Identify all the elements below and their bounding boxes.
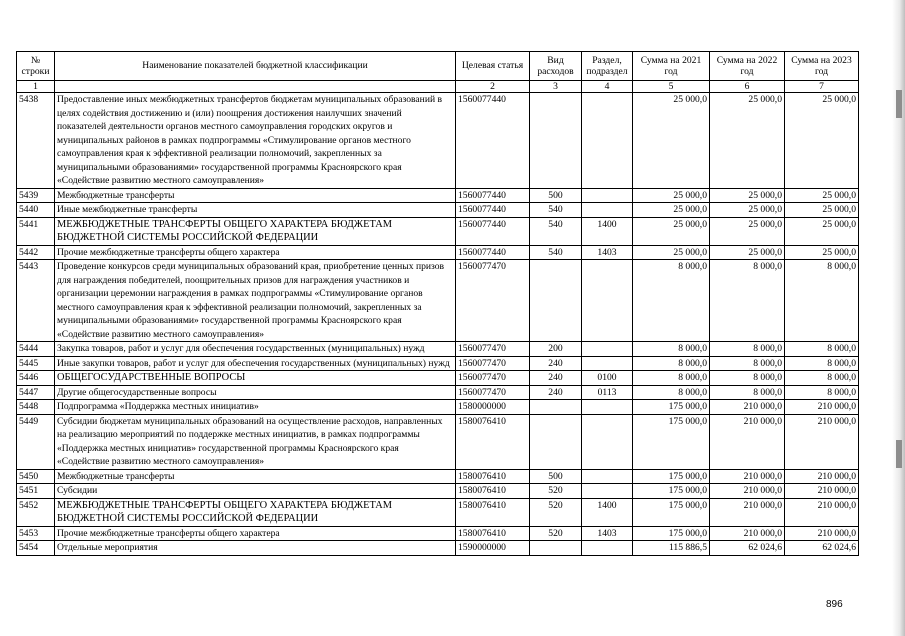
- sum-2023: 8 000,0: [785, 260, 859, 342]
- row-number: 5440: [17, 203, 55, 218]
- sum-2023: 210 000,0: [785, 414, 859, 469]
- section-code: [582, 203, 633, 218]
- section-code: [582, 188, 633, 203]
- sum-2023: 210 000,0: [785, 469, 859, 484]
- indicator-name: Прочие межбюджетные трансферты общего характера: [55, 245, 456, 260]
- header-target-article: Целевая статья: [456, 52, 530, 81]
- table-row: [17, 541, 859, 556]
- sum-2022: 8 000,0: [710, 385, 785, 400]
- sum-2023: 210 000,0: [785, 484, 859, 499]
- section-code: [582, 541, 633, 556]
- table-row: [17, 484, 859, 499]
- expense-type: 500: [530, 469, 582, 484]
- expense-type: [530, 400, 582, 415]
- sum-2022: 210 000,0: [710, 469, 785, 484]
- expense-type: 240: [530, 356, 582, 371]
- target-article: 1560077470: [456, 356, 530, 371]
- sum-2022: 25 000,0: [710, 217, 785, 245]
- table-row: [17, 469, 859, 484]
- expense-type: 200: [530, 342, 582, 357]
- sum-2022: 8 000,0: [710, 342, 785, 357]
- row-number: 5447: [17, 385, 55, 400]
- row-number: 5449: [17, 414, 55, 469]
- target-article: 1560077470: [456, 371, 530, 386]
- indicator-name: Иные закупки товаров, работ и услуг для обеспечения государственных (муниципальных) нужд: [55, 356, 456, 371]
- sum-2021: 8 000,0: [633, 385, 710, 400]
- table-row: [17, 385, 859, 400]
- sum-2022: 25 000,0: [710, 93, 785, 189]
- table-row: [17, 93, 859, 189]
- expense-type: 520: [530, 526, 582, 541]
- sum-2023: 25 000,0: [785, 245, 859, 260]
- table-row: [17, 260, 859, 342]
- indicator-name: Другие общегосударственные вопросы: [55, 385, 456, 400]
- sum-2022: 210 000,0: [710, 414, 785, 469]
- table-row: [17, 371, 859, 386]
- target-article: 1560077470: [456, 342, 530, 357]
- expense-type: [530, 541, 582, 556]
- expense-type: [530, 414, 582, 469]
- sum-2023: 25 000,0: [785, 93, 859, 189]
- section-code: [582, 400, 633, 415]
- indicator-name: Межбюджетные трансферты: [55, 469, 456, 484]
- budget-table: [16, 51, 859, 556]
- sum-2022: 8 000,0: [710, 356, 785, 371]
- sum-2021: 175 000,0: [633, 414, 710, 469]
- target-article: 1560077440: [456, 203, 530, 218]
- sum-2022: 210 000,0: [710, 526, 785, 541]
- target-article: 1560077470: [456, 385, 530, 400]
- sum-2021: 115 886,5: [633, 541, 710, 556]
- sum-2023: 8 000,0: [785, 385, 859, 400]
- row-number: 5450: [17, 469, 55, 484]
- column-number: 4: [582, 81, 633, 93]
- header-sum-2021: Сумма на 2021 год: [633, 52, 710, 81]
- scan-edge-mark: [896, 440, 902, 468]
- target-article: 1560077440: [456, 93, 530, 189]
- row-number: 5442: [17, 245, 55, 260]
- indicator-name: Предоставление иных межбюджетных трансфертов бюджетам муниципальных образований в целях содействия достижению и (или) поощрения достижения наилучших значений показателей деятельности органов местного самоуправления городских округов и муниципальных районов в рамках подпрограммы «Стимулирование органов местного самоуправления края к эффективной реализации полномочий, закрепленных за муниципальными образованиями» государственной программы Красноярского края «Содействие развитию местного самоуправления»: [55, 93, 456, 189]
- sum-2022: 8 000,0: [710, 371, 785, 386]
- expense-type: 540: [530, 203, 582, 218]
- sum-2022: 25 000,0: [710, 245, 785, 260]
- sum-2021: 175 000,0: [633, 469, 710, 484]
- header-section: Раздел, подраздел: [582, 52, 633, 81]
- target-article: 1560077440: [456, 245, 530, 260]
- table-row: [17, 217, 859, 245]
- indicator-name: МЕЖБЮДЖЕТНЫЕ ТРАНСФЕРТЫ ОБЩЕГО ХАРАКТЕРА БЮДЖЕТАМ БЮДЖЕТНОЙ СИСТЕМЫ РОССИЙСКОЙ ФЕДЕРАЦИИ: [55, 498, 456, 526]
- section-code: [582, 260, 633, 342]
- page-number: 896: [826, 599, 843, 610]
- row-number: 5445: [17, 356, 55, 371]
- expense-type: 540: [530, 245, 582, 260]
- sum-2021: 8 000,0: [633, 371, 710, 386]
- table-row: [17, 342, 859, 357]
- section-code: [582, 469, 633, 484]
- row-number: 5452: [17, 498, 55, 526]
- sum-2022: 62 024,6: [710, 541, 785, 556]
- expense-type: 540: [530, 217, 582, 245]
- sum-2023: 8 000,0: [785, 371, 859, 386]
- row-number: 5443: [17, 260, 55, 342]
- sum-2021: 8 000,0: [633, 342, 710, 357]
- table-row: [17, 203, 859, 218]
- target-article: 1560077440: [456, 217, 530, 245]
- sum-2022: 8 000,0: [710, 260, 785, 342]
- sum-2021: 25 000,0: [633, 245, 710, 260]
- sum-2023: 8 000,0: [785, 342, 859, 357]
- table-row: [17, 356, 859, 371]
- column-numbering-row: [17, 81, 859, 93]
- indicator-name: Межбюджетные трансферты: [55, 188, 456, 203]
- sum-2021: 25 000,0: [633, 93, 710, 189]
- indicator-name: Подпрограмма «Поддержка местных инициатив»: [55, 400, 456, 415]
- column-number: 5: [633, 81, 710, 93]
- section-code: 0113: [582, 385, 633, 400]
- expense-type: [530, 93, 582, 189]
- sum-2021: 175 000,0: [633, 498, 710, 526]
- header-indicator-name: Наименование показателей бюджетной классификации: [55, 52, 456, 81]
- header-row-number: № строки: [17, 52, 55, 81]
- table-body: [17, 93, 859, 556]
- sum-2023: 25 000,0: [785, 188, 859, 203]
- sum-2022: 25 000,0: [710, 203, 785, 218]
- header-row: [17, 52, 859, 81]
- section-code: [582, 484, 633, 499]
- sum-2021: 8 000,0: [633, 356, 710, 371]
- column-number: 6: [710, 81, 785, 93]
- table-row: [17, 414, 859, 469]
- section-code: 0100: [582, 371, 633, 386]
- header-expense-type: Вид расходов: [530, 52, 582, 81]
- sum-2021: 25 000,0: [633, 217, 710, 245]
- expense-type: 500: [530, 188, 582, 203]
- scan-edge-mark: [896, 90, 902, 118]
- row-number: 5454: [17, 541, 55, 556]
- sum-2023: 210 000,0: [785, 400, 859, 415]
- target-article: 1560077440: [456, 188, 530, 203]
- sum-2023: 25 000,0: [785, 217, 859, 245]
- sum-2021: 175 000,0: [633, 400, 710, 415]
- column-number: 2: [456, 81, 530, 93]
- expense-type: 240: [530, 371, 582, 386]
- expense-type: 520: [530, 484, 582, 499]
- table-row: [17, 526, 859, 541]
- sum-2023: 25 000,0: [785, 203, 859, 218]
- target-article: 1590000000: [456, 541, 530, 556]
- header-sum-2022: Сумма на 2022 год: [710, 52, 785, 81]
- sum-2021: 25 000,0: [633, 203, 710, 218]
- section-code: [582, 93, 633, 189]
- indicator-name: Закупка товаров, работ и услуг для обеспечения государственных (муниципальных) нужд: [55, 342, 456, 357]
- column-number: 3: [530, 81, 582, 93]
- section-code: [582, 414, 633, 469]
- row-number: 5446: [17, 371, 55, 386]
- expense-type: 240: [530, 385, 582, 400]
- column-number: 7: [785, 81, 859, 93]
- sum-2021: 175 000,0: [633, 484, 710, 499]
- target-article: 1580000000: [456, 400, 530, 415]
- target-article: 1560077470: [456, 260, 530, 342]
- row-number: 5441: [17, 217, 55, 245]
- row-number: 5453: [17, 526, 55, 541]
- target-article: 1580076410: [456, 498, 530, 526]
- header-sum-2023: Сумма на 2023 год: [785, 52, 859, 81]
- sum-2023: 210 000,0: [785, 526, 859, 541]
- column-number: [55, 81, 456, 93]
- target-article: 1580076410: [456, 469, 530, 484]
- section-code: [582, 342, 633, 357]
- indicator-name: ОБЩЕГОСУДАРСТВЕННЫЕ ВОПРОСЫ: [55, 371, 456, 386]
- indicator-name: Субсидии: [55, 484, 456, 499]
- indicator-name: Субсидии бюджетам муниципальных образований на осуществление расходов, направленных на реализацию мероприятий по поддержке местных инициатив, в рамках подпрограммы «Поддержка местных инициатив» государственной программы Красноярского края «Содействие развитию местного самоуправления»: [55, 414, 456, 469]
- sum-2022: 210 000,0: [710, 484, 785, 499]
- sum-2021: 8 000,0: [633, 260, 710, 342]
- target-article: 1580076410: [456, 484, 530, 499]
- section-code: 1400: [582, 498, 633, 526]
- table-row: [17, 498, 859, 526]
- table-row: [17, 400, 859, 415]
- row-number: 5448: [17, 400, 55, 415]
- sum-2023: 210 000,0: [785, 498, 859, 526]
- row-number: 5438: [17, 93, 55, 189]
- section-code: 1403: [582, 245, 633, 260]
- indicator-name: Отдельные мероприятия: [55, 541, 456, 556]
- sum-2023: 8 000,0: [785, 356, 859, 371]
- sum-2022: 210 000,0: [710, 498, 785, 526]
- section-code: 1400: [582, 217, 633, 245]
- section-code: [582, 356, 633, 371]
- sum-2023: 62 024,6: [785, 541, 859, 556]
- sum-2022: 210 000,0: [710, 400, 785, 415]
- sum-2021: 25 000,0: [633, 188, 710, 203]
- table-row: [17, 188, 859, 203]
- row-number: 5444: [17, 342, 55, 357]
- indicator-name: Прочие межбюджетные трансферты общего характера: [55, 526, 456, 541]
- row-number: 5451: [17, 484, 55, 499]
- sum-2021: 175 000,0: [633, 526, 710, 541]
- indicator-name: МЕЖБЮДЖЕТНЫЕ ТРАНСФЕРТЫ ОБЩЕГО ХАРАКТЕРА БЮДЖЕТАМ БЮДЖЕТНОЙ СИСТЕМЫ РОССИЙСКОЙ ФЕДЕРАЦИИ: [55, 217, 456, 245]
- sum-2022: 25 000,0: [710, 188, 785, 203]
- expense-type: [530, 260, 582, 342]
- expense-type: 520: [530, 498, 582, 526]
- target-article: 1580076410: [456, 526, 530, 541]
- indicator-name: Проведение конкурсов среди муниципальных образований края, приобретение ценных призов для награждения победителей, поощрительных призов для награждения участников и организации церемонии награждения в рамках подпрограммы «Стимулирование органов местного самоуправления края к эффективной реализации полномочий, закрепленных за муниципальными образованиями» государственной программы Красноярского края «Содействие развитию местного самоуправления»: [55, 260, 456, 342]
- indicator-name: Иные межбюджетные трансферты: [55, 203, 456, 218]
- target-article: 1580076410: [456, 414, 530, 469]
- row-number: 5439: [17, 188, 55, 203]
- section-code: 1403: [582, 526, 633, 541]
- table-row: [17, 245, 859, 260]
- column-number: 1: [17, 81, 55, 93]
